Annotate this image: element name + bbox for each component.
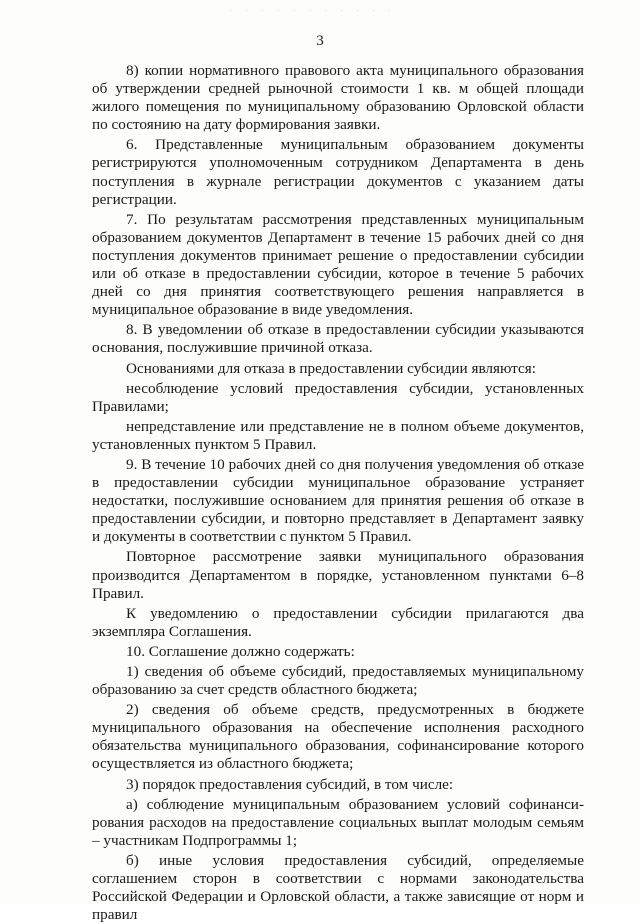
paragraph-8-refusal-notice: 8. В уведомлении об отказе в предоставлении субсидии указываются основания, послужившие причиной отказа. xyxy=(92,321,584,357)
paragraph-agreement-copies: К уведомлению о предоставлении субсидии прилагаются два экземпляра Соглашения. xyxy=(92,604,584,640)
paragraph-6-registration: 6. Представленные муниципальным образованием документы регистрируются уполномоченным сотрудником Департамента в день поступления в журнале регистрации документов с указанием даты регистрации. xyxy=(92,136,584,208)
document-body xyxy=(92,62,584,924)
paragraph-9-resubmission: 9. В течение 10 рабочих дней со дня получения уведомления об отказе в предоставлении субсидии муниципальное образование устраняет недостатки, послужившие основанием для принятия решения об отказе в предоставлении субсидии, и повторно представляет в Департамент заявку и документы в соответствии с пунктом 5 Правил. xyxy=(92,455,584,546)
paragraph-item-2-budget-volume: 2) сведения об объеме средств, предусмотренных в бюджете муниципального образования на обеспечение исполнения расходного обязательства муниципального образования, софинансирование которого осуществляется из областного бюджета; xyxy=(92,701,584,773)
paragraph-item-3-procedure: 3) порядок предоставления субсидий, в том числе: xyxy=(126,775,454,793)
paragraph-refusal-grounds: Основаниями для отказа в предоставлении субсидии являются: xyxy=(126,359,536,377)
paragraph-item-a-cofinancing: а) соблюдение муниципальным образованием условий софинанси-рования расходов на предоставление социальных выплат молодым семьям – участникам Подпрограммы 1; xyxy=(92,795,584,849)
page-number: 3 xyxy=(316,33,324,49)
scan-mark: · · · · · · · · · · · xyxy=(230,8,397,15)
paragraph-ground-noncompliance: несоблюдение условий предоставления субсидии, установленных Правилами; xyxy=(92,379,584,415)
paragraph-item-8-copies: 8) копии нормативного правового акта муниципального образования об утверждении средней рыночной стоимости 1 кв. м общей площади жилого помещения по муниципальному образованию Орловской области по состоянию на дату формирования заявки. xyxy=(92,62,584,134)
paragraph-7-decision: 7. По результатам рассмотрения представленных муниципальным образованием документов Департамент в течение 15 рабочих дней со дня поступления документов принимает решение о предоставлении субсидии или об отказе в предоставлении субсидии, которое в течение 5 рабочих дней со дня принятия соответствующего решения направляется в муниципальное образование в виде уведомления. xyxy=(92,210,584,319)
paragraph-item-b-other-conditions: б) иные условия предоставления субсидий, определяемые соглашением сторон в соответствии с нормами законодательства Российской Федерации и Орловской области, а также зависящие от норм и правил xyxy=(92,851,584,924)
paragraph-ground-documents: непредставление или представление не в полном объеме документов, установленных пунктом 5 Правил. xyxy=(92,417,584,453)
paragraph-item-1-subsidy-volume: 1) сведения об объеме субсидий, предоставляемых муниципальному образованию за счет средств областного бюджета; xyxy=(92,663,584,699)
paragraph-10-agreement-content: 10. Соглашение должно содержать: xyxy=(126,642,355,660)
paragraph-repeat-review: Повторное рассмотрение заявки муниципального образования производится Департаментом в порядке, установленном пунктами 6–8 Правил. xyxy=(92,548,584,602)
